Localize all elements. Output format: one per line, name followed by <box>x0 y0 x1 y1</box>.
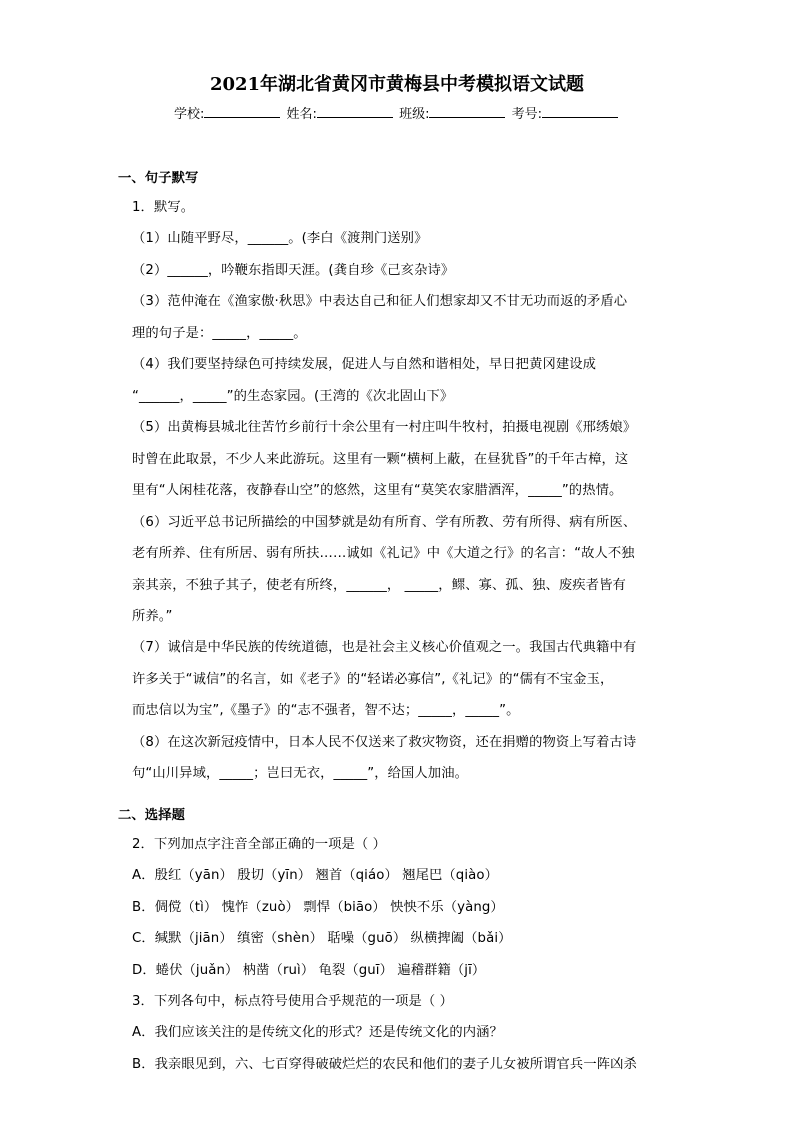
text-line: （8）在这次新冠疫情中，日本人民不仅送来了救灾物资，还在捐赠的物资上写着古诗 <box>132 735 637 750</box>
text-line: 句“山川异域，_____；岂曰无衣，_____”，给国人加油。 <box>132 766 469 781</box>
text-line: 而忠信以为宝”,《墨子》的“志不强者，智不达；_____，_____”。 <box>132 703 520 718</box>
text-line: （2）______，吟鞭东指即天涯。(龚自珍《己亥杂诗》 <box>132 263 455 278</box>
text-line: 许多关于“诚信”的名言，如《老子》的“轻诺必寡信”,《礼记》的“儒有不宝金玉， <box>132 672 614 687</box>
text-line: “______，_____”的生态家园。(王湾的《次北固山下》 <box>132 389 454 404</box>
text-line: 老有所养、住有所居、弱有所扶……诚如《礼记》中《大道之行》的名言：“故人不独 <box>132 546 635 561</box>
text-line: （1）山随平野尽，______。(李白《渡荆门送别》 <box>132 231 428 246</box>
section-heading: 二、选择题 <box>118 808 185 823</box>
text-line: 亲其亲，不独子其子，使老有所终，______， _____，鳏、寡、孤、独、废疾者皆有 <box>132 578 626 593</box>
section-heading: 一、句子默写 <box>118 171 199 186</box>
text-line: （3）范仲淹在《渔家傲·秋思》中表达自己和征人们想家却又不甘无功而返的矛盾心 <box>132 294 628 309</box>
school-label: 学校: <box>174 107 205 122</box>
text-line: （6）习近平总书记所描绘的中国梦就是幼有所育、学有所教、劳有所得、病有所医、 <box>132 515 637 530</box>
text-line: B．倜傥（tì） 愧怍（zuò） 剽悍（biāo） 怏怏不乐（yàng） <box>132 900 504 915</box>
class-label: 班级: <box>399 107 430 122</box>
student-info-row <box>0 103 794 122</box>
text-line: A．我们应该关注的是传统文化的形式？还是传统文化的内涵？ <box>132 1025 503 1040</box>
name-label: 姓名: <box>286 107 317 122</box>
name-blank[interactable] <box>317 105 393 118</box>
text-line: 里有“人闲桂花落，夜静春山空”的悠然，这里有“莫笑农家腊酒浑，_____”的热情。 <box>132 483 623 498</box>
exam-no-label: 考号: <box>511 107 542 122</box>
text-line: B．我亲眼见到，六、七百穿得破破烂烂的农民和他们的妻子儿女被所谓官兵一阵凶杀 <box>132 1057 637 1072</box>
exam-no-blank[interactable] <box>542 105 618 118</box>
text-line: 所养。” <box>132 609 173 624</box>
text-line: 1．默写。 <box>132 200 195 215</box>
class-blank[interactable] <box>429 105 505 118</box>
text-line: （4）我们要坚持绿色可持续发展，促进人与自然和谐相处，早日把黄冈建设成 <box>132 357 597 372</box>
school-blank[interactable] <box>204 105 280 118</box>
text-line: A．殷红（yān） 殷切（yīn） 翘首（qiáo） 翘尾巴（qiào） <box>132 868 498 883</box>
text-line: （7）诚信是中华民族的传统道德，也是社会主义核心价值观之一。我国古代典籍中有 <box>132 640 637 655</box>
text-line: 2．下列加点字注音全部正确的一项是（ ） <box>132 837 387 852</box>
text-line: 3．下列各句中，标点符号使用合乎规范的一项是（ ） <box>132 994 454 1009</box>
text-line: D．蜷伏（juǎn） 枘凿（ruì） 龟裂（guī） 遍稽群籍（jī） <box>132 963 486 978</box>
text-line: 时曾在此取景，不少人来此游玩。这里有一颗“横柯上蔽，在昼犹昏”的千年古樟，这 <box>132 452 629 467</box>
text-line: 理的句子是：_____，_____。 <box>132 326 307 341</box>
text-line: （5）出黄梅县城北往苦竹乡前行十余公里有一村庄叫牛牧村，拍摄电视剧《邢绣娘》 <box>132 420 637 435</box>
page-title: 2021年湖北省黄冈市黄梅县中考模拟语文试题 <box>209 74 585 95</box>
text-line: C．缄默（jiān） 缜密（shèn） 聒噪（guō） 纵横捭阖（bǎi） <box>132 931 512 946</box>
